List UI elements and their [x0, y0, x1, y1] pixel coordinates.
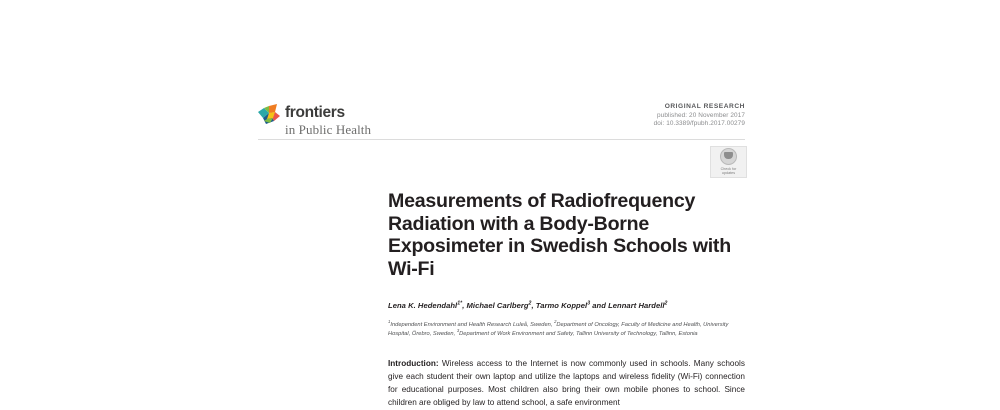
- superscript-marker: 1: [388, 319, 391, 325]
- publication-metadata: [654, 103, 745, 129]
- abstract-paragraph: [388, 357, 745, 410]
- crossmark-label-line1: Check for: [720, 166, 737, 171]
- journal-name: in Public Health: [285, 121, 372, 137]
- superscript-marker: 2: [664, 300, 668, 307]
- superscript-marker: 1*: [457, 300, 463, 307]
- page-title: Measurements of Radiofrequency Radiation with a Body-Borne Exposimeter in Swedish Schools with Wi-Fi: [388, 190, 731, 281]
- doi-text[interactable]: doi: 10.3389/fpubh.2017.00279: [653, 120, 745, 128]
- journal-masthead: [258, 102, 745, 140]
- abstract-heading: Introduction:: [388, 358, 439, 368]
- superscript-marker: 2: [528, 300, 532, 307]
- published-date: published: 20 November 2017: [657, 111, 745, 119]
- superscript-marker: 3: [456, 328, 460, 334]
- affiliation-list: $^1$Independent Environment and Health Research Luleå, Sweden, $^2$Department of Oncology, Faculty of Medicine and Health, University Hospital, Örebro, Sweden, $^3$Department of Work Environment and Safety, Tallinn University of Technology, Tallinn, Estonia: [388, 319, 729, 338]
- masthead-divider: [258, 139, 745, 140]
- author-list: Lena K. Hedendahl$^{1*}$, Michael Carlberg$^2$, Tarmo Koppel$^3$ and Lennart Hardell$^2$: [388, 300, 668, 310]
- crossmark-check-icon: [720, 148, 737, 165]
- frontiers-pinwheel-logo-icon: [258, 103, 280, 127]
- article-type-label: ORIGINAL RESEARCH: [664, 103, 745, 110]
- superscript-marker: 2: [554, 319, 557, 325]
- crossmark-label-line2: updates: [721, 171, 736, 176]
- journal-wordmark: [285, 102, 371, 136]
- journal-logo[interactable]: [258, 102, 371, 136]
- abstract-body: Wireless access to the Internet is now commonly used in schools. Many schools give each student their own laptop and utilize the laptops and wireless fidelity (Wi-Fi) connection for educational purposes. Most children also bring their own mobile phones to school. Since children are obliged by law to attend school, a safe environment: [388, 358, 745, 408]
- crossmark-label: [721, 167, 737, 176]
- brand-name: frontiers: [285, 104, 345, 121]
- superscript-marker: 3: [587, 300, 591, 307]
- article-content: [388, 190, 745, 410]
- crossmark-badge[interactable]: [710, 146, 747, 178]
